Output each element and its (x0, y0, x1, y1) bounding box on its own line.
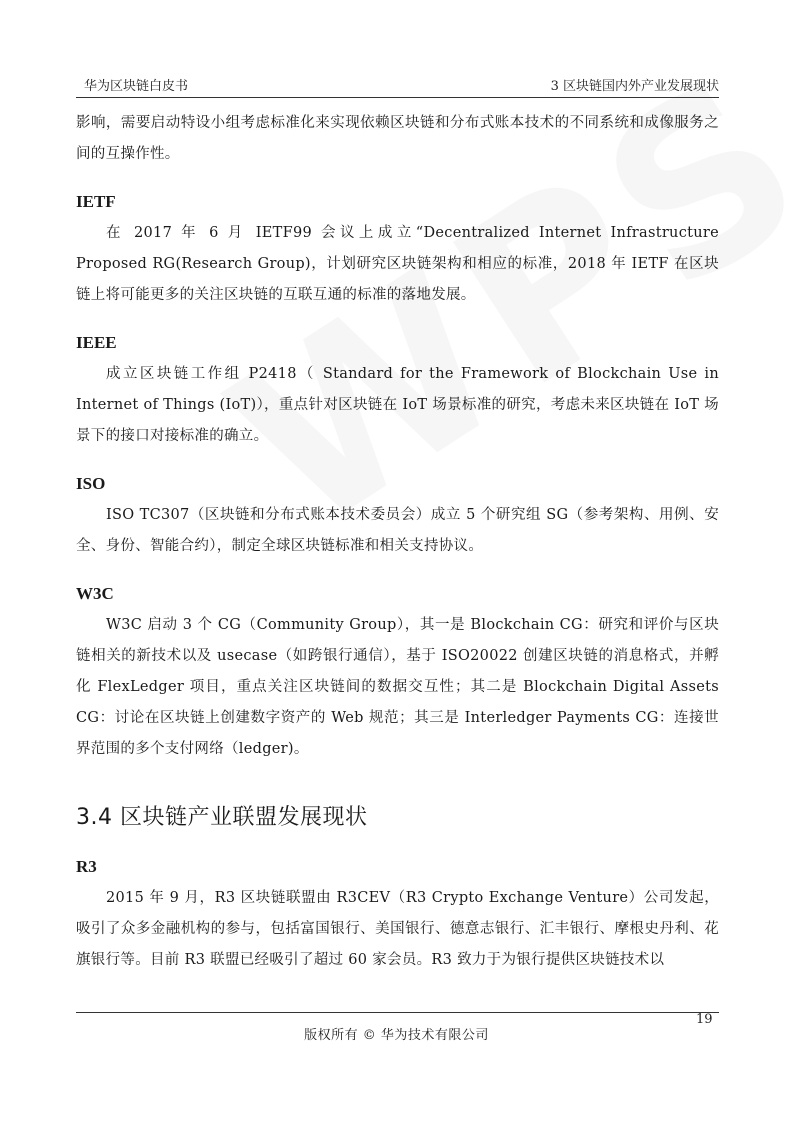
page-body (76, 108, 719, 976)
section-text-ieee: 成立区块链工作组 P2418（ Standard for the Framework of Blockchain Use in Internet of Things (IoT)），重点针对区块链在 IoT 场景标准的研究，考虑未来区块链在 IoT 场景下的接口对接标准的确立。 (76, 366, 719, 444)
page-header (76, 78, 719, 96)
section-heading-w3c: W3C (76, 584, 114, 603)
section-heading-ieee: IEEE (76, 333, 117, 352)
intro-paragraph: 影响，需要启动特设小组考虑标准化来实现依赖区块链和分布式账本技术的不同系统和成像服务之间的互操作性。 (76, 115, 719, 162)
header-divider (76, 97, 719, 98)
header-left-title: 华为区块链白皮书 (84, 79, 189, 94)
section-heading-ietf: IETF (76, 192, 116, 211)
section-text-iso: ISO TC307（区块链和分布式账本技术委员会）成立 5 个研究组 SG（参考架构、用例、安全、身份、智能合约），制定全球区块链标准和相关支持协议。 (76, 507, 719, 554)
section-heading-r3: R3 (76, 857, 97, 876)
section-heading-iso: ISO (76, 474, 106, 493)
page-number: 19 (696, 1012, 713, 1027)
section-text-r3: 2015 年 9 月，R3 区块链联盟由 R3CEV（R3 Crypto Exchange Venture）公司发起，吸引了众多金融机构的参与，包括富国银行、美国银行、德意志银行、汇丰银行、摩根史丹利、花旗银行等。目前 R3 联盟已经吸引了超过 60 家会员。R3 致力于为银行提供区块链技术以 (76, 890, 719, 968)
section-text-ietf: 在 2017 年 6 月 IETF99 会议上成立“Decentralized Internet Infrastructure Proposed RG(Research Group)，计划研究区块链架构和相应的标准，2018 年 IETF 在区块链上将可能更多的关注区块链的互联互通的标准的落地发展。 (76, 225, 719, 303)
footer-divider (76, 1012, 719, 1013)
header-right-title: 3 区块链国内外产业发展现状 (550, 79, 719, 94)
chapter-heading: 3.4 区块链产业联盟发展现状 (76, 805, 368, 830)
section-text-w3c: W3C 启动 3 个 CG（Community Group），其一是 Blockchain CG：研究和评价与区块链相关的新技术以及 usecase（如跨银行通信），基于 ISO20022 创建区块链的消息格式，并孵化 FlexLedger 项目，重点关注区块链间的数据交互性；其二是 Blockchain Digital Assets CG：讨论在区块链上创建数字资产的 Web 规范；其三是 Interledger Payments CG：连接世界范围的多个支付网络（ledger)。 (76, 617, 719, 757)
copyright-notice: 版权所有 © 华为技术有限公司 (304, 1028, 489, 1043)
